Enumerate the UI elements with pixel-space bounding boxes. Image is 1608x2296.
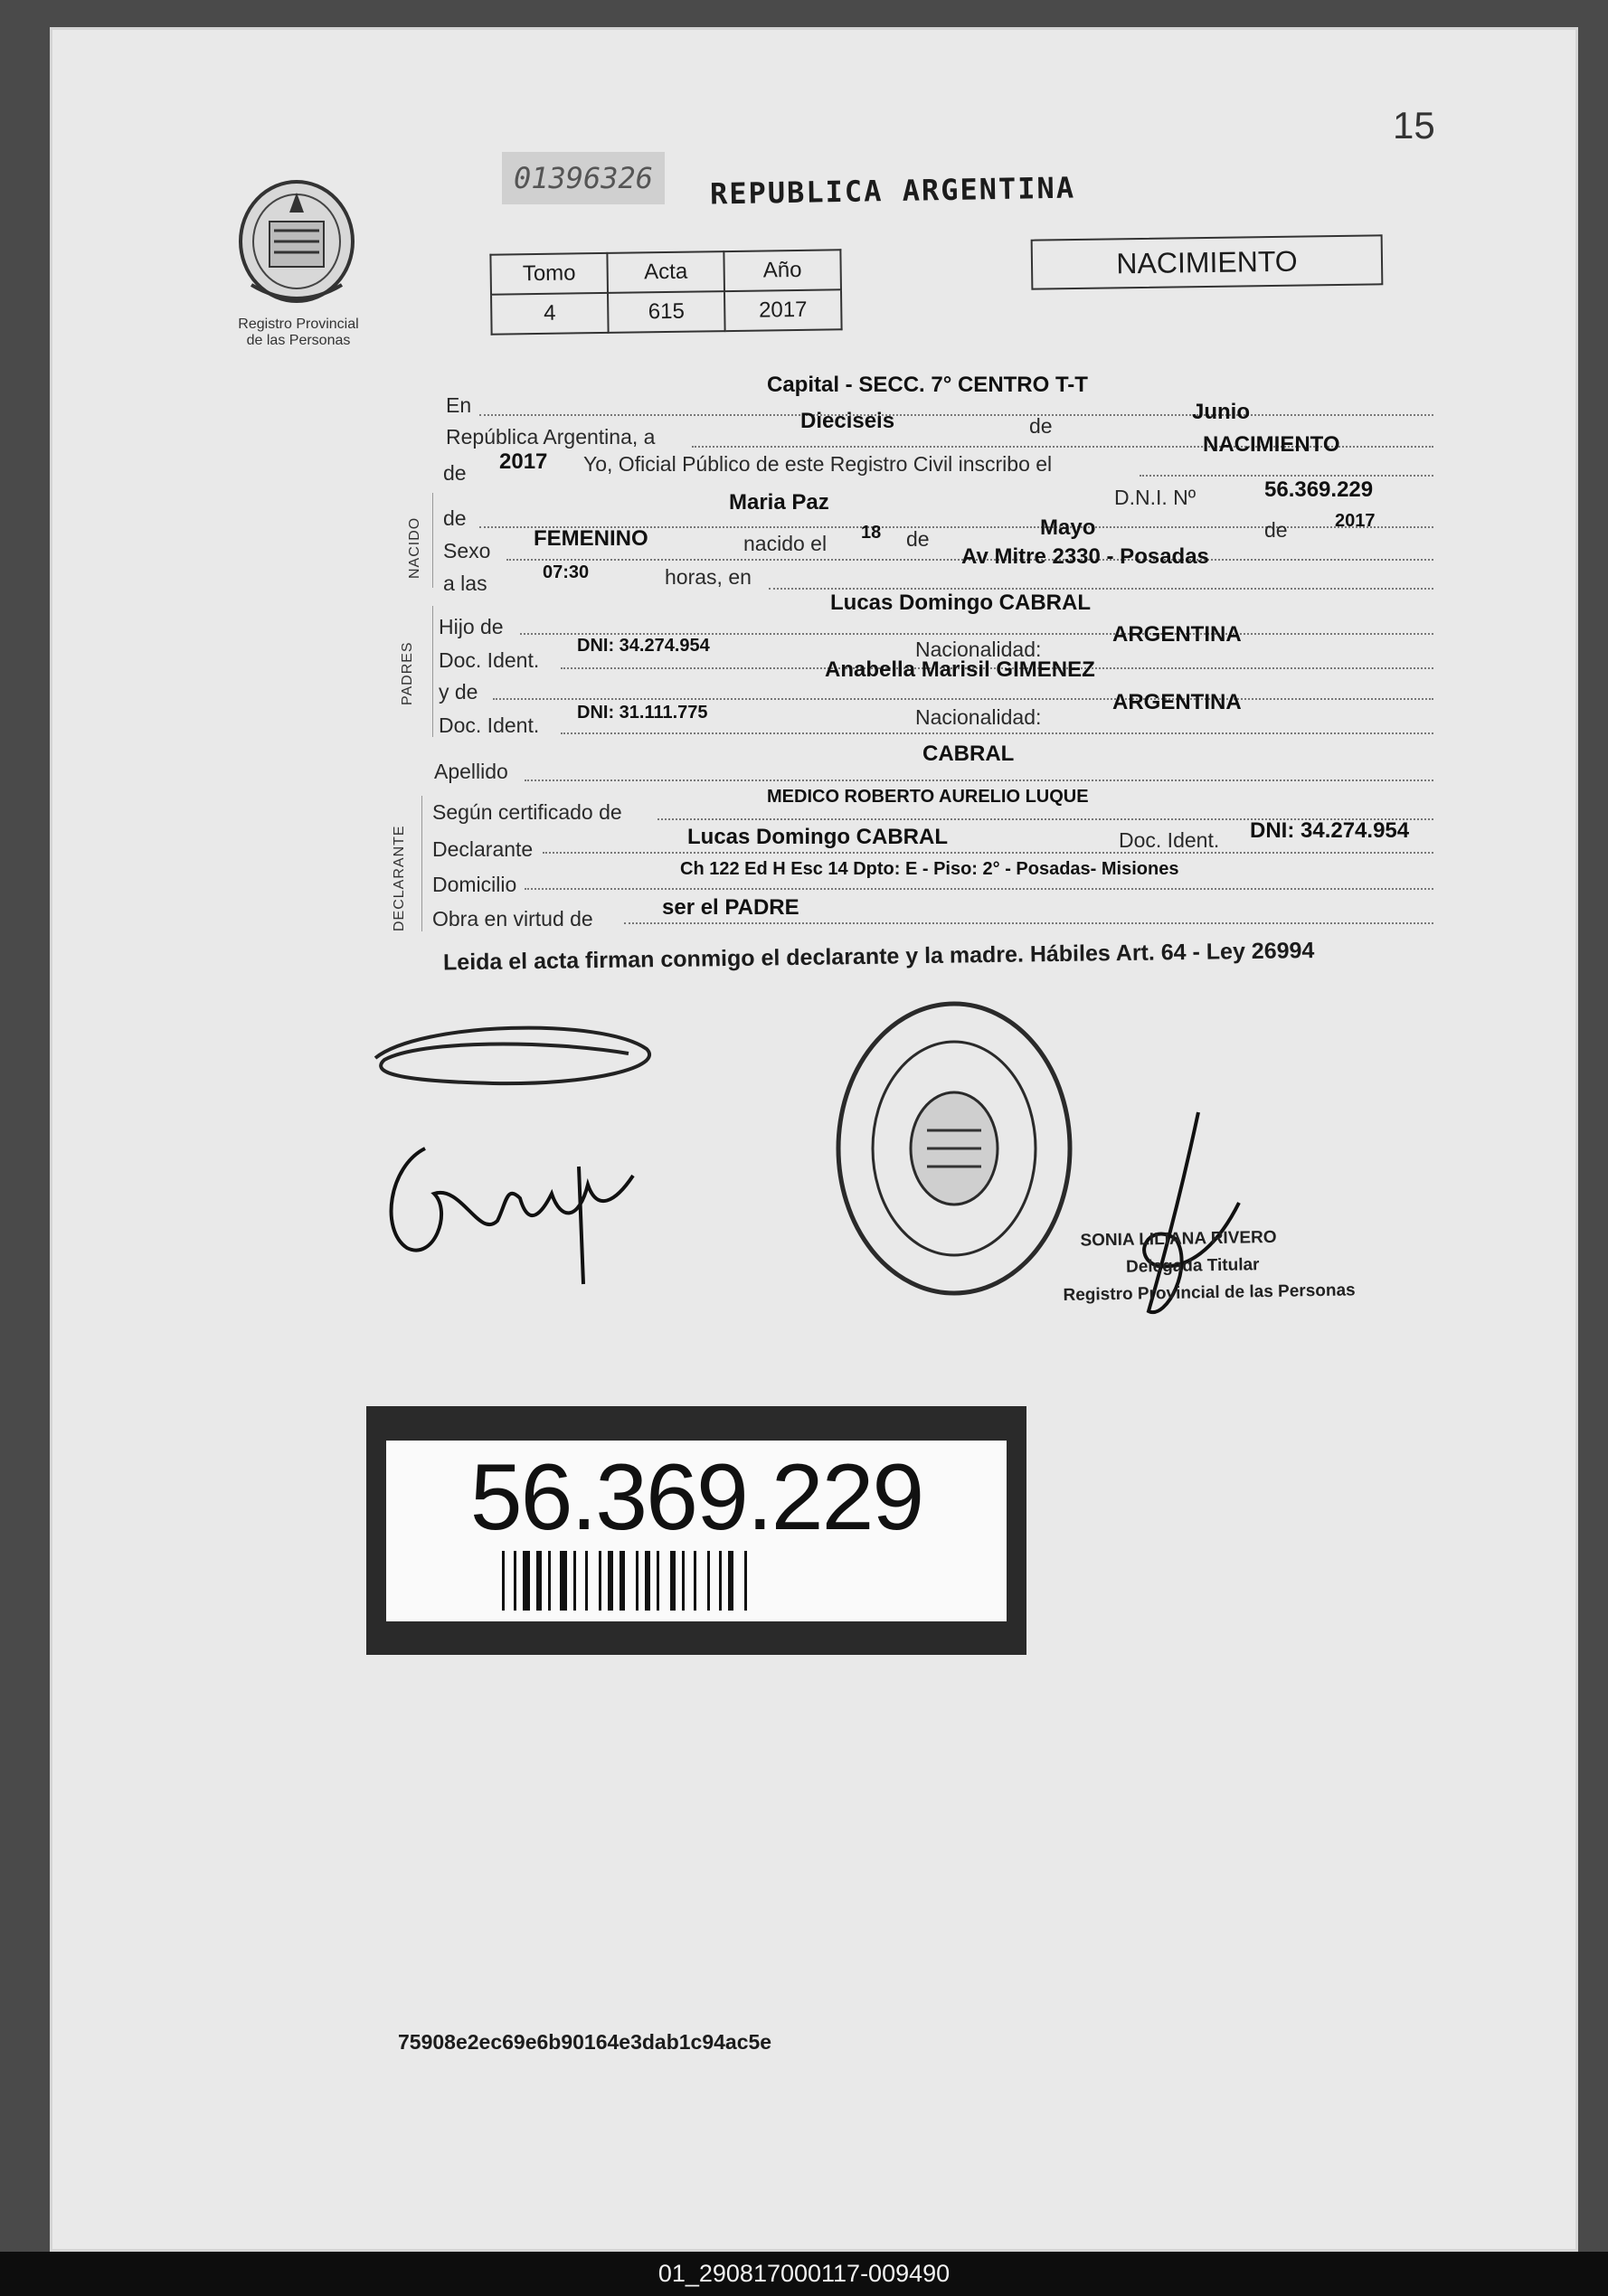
birth-year-value: 2017 [1335, 511, 1376, 531]
crest-caption-line2: de las Personas [246, 333, 351, 348]
document-hash: 75908e2ec69e6b90164e3dab1c94ac5e [398, 2030, 772, 2054]
birth-month-value: Mayo [1040, 515, 1096, 540]
nacido-section-label: NACIDO [407, 516, 422, 579]
header-tomo: Tomo [490, 253, 608, 295]
de-label: de [443, 461, 467, 485]
mother-doc-value: DNI: 31.111.775 [577, 703, 708, 723]
doc-ident-label: Doc. Ident. [439, 713, 540, 737]
apellido-value: CABRAL [922, 742, 1015, 766]
de-label: de [1029, 414, 1053, 438]
apellido-label: Apellido [434, 760, 508, 783]
serial-stamp: 01396326 [502, 152, 665, 204]
barcode-label [366, 1406, 1026, 1655]
father-doc-value: DNI: 34.274.954 [577, 636, 710, 656]
barcode-panel [386, 1441, 1007, 1621]
section-divider [432, 493, 433, 588]
inscribo-value: NACIMIENTO [1203, 432, 1340, 457]
dotted-line [561, 732, 1433, 734]
dotted-line [769, 588, 1433, 590]
domicilio-value: Ch 122 Ed H Esc 14 Dpto: E - Piso: 2° - Posadas- Misiones [680, 859, 1179, 879]
declarante-value: Lucas Domingo CABRAL [687, 825, 948, 849]
signature-flourish-icon [366, 1013, 656, 1103]
padres-section-label: PADRES [400, 641, 415, 705]
official-signature-block [1063, 1223, 1356, 1309]
crest-caption-line1: Registro Provincial [238, 317, 359, 332]
registry-table [489, 249, 842, 335]
dni-label: D.N.I. Nº [1114, 486, 1197, 509]
header-acta: Acta [607, 251, 724, 293]
declarante-section-label: DECLARANTE [392, 825, 407, 931]
republica-label: República Argentina, a [446, 425, 656, 449]
section-divider [421, 796, 422, 931]
dotted-line [1140, 475, 1433, 477]
record-type-box: NACIMIENTO [1031, 234, 1384, 289]
declarante-doc-value: DNI: 34.274.954 [1250, 818, 1410, 843]
hijo-de-label: Hijo de [439, 615, 504, 638]
sexo-label: Sexo [443, 539, 491, 562]
official-title: Delegada Titular [1125, 1255, 1260, 1277]
horas-label: horas, en [665, 565, 752, 589]
registry-table-header-row [490, 250, 841, 294]
page-number: 15 [1393, 104, 1435, 146]
de-label: de [443, 506, 467, 530]
day-value: Dieciseis [800, 409, 895, 433]
value-ano: 2017 [724, 289, 842, 331]
birth-day-value: 18 [861, 523, 882, 543]
closing-note: Leida el acta firman conmigo el declarante y la madre. Hábiles Art. 64 - Ley 26994 [442, 938, 1315, 976]
mother-nationality-value: ARGENTINA [1112, 690, 1242, 714]
father-nationality-value: ARGENTINA [1112, 622, 1242, 647]
nacido-dni-value: 56.369.229 [1264, 477, 1374, 502]
header-ano: Año [724, 250, 841, 291]
a-las-label: a las [443, 572, 487, 595]
declarante-label: Declarante [432, 837, 534, 861]
en-label: En [446, 393, 472, 417]
y-de-label: y de [439, 680, 478, 704]
dotted-line [493, 698, 1433, 700]
official-office: Registro Provincial de las Personas [1063, 1280, 1356, 1305]
barcode-icon [502, 1551, 891, 1611]
dotted-line [520, 633, 1433, 635]
birth-time-value: 07:30 [543, 562, 590, 582]
country-heading: REPUBLICA ARGENTINA [709, 170, 1076, 212]
year-value: 2017 [499, 449, 548, 474]
dotted-line [624, 922, 1433, 924]
nacido-name-value: Maria Paz [729, 490, 829, 515]
nacido-el-label: nacido el [743, 532, 828, 555]
domicilio-label: Domicilio [432, 873, 517, 896]
declarant-signature-icon [371, 1112, 669, 1293]
document-page [50, 27, 1578, 2252]
registry-table-value-row [491, 289, 842, 334]
doc-ident-label: Doc. Ident. [439, 648, 540, 672]
doc-ident-label: Doc. Ident. [1119, 828, 1220, 852]
dotted-line [479, 414, 1433, 416]
segun-certificado-label: Según certificado de [432, 800, 622, 824]
section-divider [432, 606, 433, 737]
file-id-footer: 01_290817000117-009490 [0, 2252, 1608, 2296]
dotted-line [525, 780, 1433, 781]
value-acta: 615 [608, 291, 725, 333]
yo-oficial-label: Yo, Oficial Público de este Registro Civil inscribo el [583, 452, 1053, 476]
official-seal-icon [832, 995, 1076, 1302]
provincial-crest-icon [224, 176, 369, 312]
obra-value: ser el PADRE [662, 895, 799, 920]
dotted-line [525, 888, 1433, 890]
value-tomo: 4 [491, 293, 609, 335]
sexo-value: FEMENINO [534, 526, 648, 551]
nacionalidad-label: Nacionalidad: [915, 638, 1042, 661]
de-label: de [1264, 518, 1288, 542]
month-value: Junio [1192, 400, 1250, 424]
certificado-value: MEDICO ROBERTO AURELIO LUQUE [767, 787, 1089, 807]
barcode-number: 56.369.229 [469, 1445, 923, 1550]
birth-place-value: Av Mitre 2330 - Posadas [961, 544, 1209, 569]
nacionalidad-label: Nacionalidad: [915, 705, 1042, 729]
place-value: Capital - SECC. 7° CENTRO T-T [767, 373, 1088, 397]
dotted-line [543, 852, 1433, 854]
official-name: SONIA LILIANA RIVERO [1080, 1227, 1277, 1251]
mother-name-value: Anabella Marisil GIMENEZ [825, 657, 1095, 682]
father-name-value: Lucas Domingo CABRAL [830, 591, 1091, 615]
de-label: de [906, 527, 930, 551]
crest-caption [213, 317, 384, 349]
obra-label: Obra en virtud de [432, 907, 593, 931]
